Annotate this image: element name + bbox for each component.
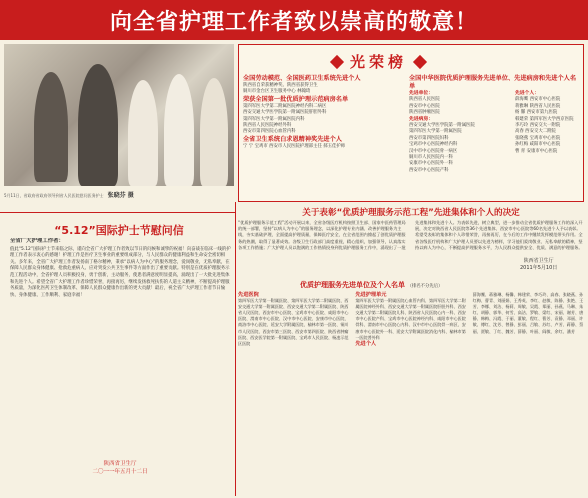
honor-line: 安康市中心医院外一科 xyxy=(409,161,453,167)
list-section-text: 薛海鹰、蒋雅琳、杨馨、韩建荣、李巧玲、高春、张晓燕、孙红梅、曹青、刘丽娟、王秀英、李红、赵敏、陈静、张艳、王芳、李娜、刘洁、杨莉、周敏、吴霞、郑丽、孙燕、马琳、朱红、胡静、郭华、何雪、高洁、罗敏、梁红、宋丽、谢芳、唐静、韩梅、冯霞、于丽、董敏、程红、曹芳、袁静、邓丽、许敏、傅红、沈芳、曾静、彭丽、吕敏、苏红、卢芳、蒋静、蔡丽、贾敏、丁红、魏芳、薛静、叶丽、阎敏、余红、潘芳 xyxy=(472,292,584,334)
letter-date: 二〇一一年五月十二日 xyxy=(92,469,148,475)
honor-line: 曹 青 安康市中心医院 xyxy=(515,148,558,154)
honor-line: 第四军医大学第一附属医院 xyxy=(409,129,462,135)
news-photo xyxy=(4,44,234,186)
photo-figure xyxy=(78,64,118,186)
list-title xyxy=(300,280,443,290)
honor-line: 西安市第四医院心血管内科 xyxy=(243,129,296,135)
honor-line: 陕西省人民医院神经外科 xyxy=(243,123,292,129)
list-title-text: 优质护理服务先进单位及个人名单 xyxy=(300,281,405,289)
photo-figure xyxy=(200,78,228,186)
photo-figure xyxy=(164,74,194,186)
honor-line: 孙红梅 咸阳市中心医院 xyxy=(515,142,561,148)
divider xyxy=(0,212,235,213)
list-note: （排名不分先后） xyxy=(407,284,443,289)
honor-left-column xyxy=(243,75,403,150)
decision-body: “优质护理服务示范工程”活动开展以来，全省各级医疗机构按照卫生部、国家中医药管理局的统一部署，坚持“以病人为中心”的服务理念，以深化护理专业内涵、改善护理服务为主线，夯实基础护理，全面提高护理质量，保障医疗安全，在全省范围内掀起了创优质护理服务的热潮，取得了显著成效。各级卫生行政部门高度重视，精心组织，加强领导，认真落实各项工作措施；广大护理人员以饱满的工作热情投身到优质护理服务工作中，涌现出了一批先进集体和先进个人。为表彰先进，树立典型，进一步推动全省优质护理服务工作的深入开展，决定对陕西省人民医院等36个先进集体、西安市中心医院等60名先进个人予以表彰。希望受表彰的集体和个人珍惜荣誉，再接再厉，在今后的工作中继续发挥模范带头作用。全省各级医疗机构和广大护理人员要以先进为榜样，学习他们爱岗敬业、无私奉献的精神，坚持以病人为中心，不断提高护理服务水平，为人民群众提供安全、优质、满意的护理服务。 xyxy=(238,220,583,250)
honor-line: 宝鸡市中心医院神经内科 xyxy=(409,142,458,148)
list-section-label: 先进个人 xyxy=(355,340,377,347)
letter-signature xyxy=(80,460,160,476)
honor-line: 铜川市人民医院内一科 xyxy=(409,155,453,161)
honor-line: 宁 宁 宝鸡市 西安市人民医院护理部主任 郝玉佳护师 xyxy=(243,143,346,149)
honor-line: 杨 馨 西安市第九医院 xyxy=(515,110,558,116)
awardee-lists xyxy=(238,292,584,494)
honor-line: 陕西省人民医院 xyxy=(409,97,440,103)
list-section-text: 第四军医大学第一附属医院、第四军医大学第二附属医院、西安交通大学第一附属医院、西安交通大学第二附属医院、陕西省人民医院、西安市中心医院、宝鸡市中心医院、咸阳市中心医院、渭南市中心医院、汉中市中心医院、安康市中心医院、商洛市中心医院、延安大学附属医院、榆林市第一医院、铜川市人民医院、西安市第三医院、西安市第四医院、陕西省肿瘤医院、西安医学院第一附属医院、宝鸡市人民医院、杨凌示范区医院 xyxy=(238,298,349,346)
letter-salutation: 全省广大护理工作者： xyxy=(10,238,64,244)
honor-line: 薛海鹰 西安市中心医院 xyxy=(515,97,561,103)
letter-body xyxy=(10,238,232,448)
honor-line: 第四军医大学第一附属医院内科 xyxy=(243,116,305,122)
honor-line: 西安市中心医院 xyxy=(409,103,440,109)
honor-subheading: 先进单位： xyxy=(409,91,433,96)
honor-subheading: 先进个人： xyxy=(515,91,539,96)
photo-credit: 张晓芬 摄 xyxy=(107,192,134,199)
honor-line: 铜川市金台区卫生服务中心 林翰琦 xyxy=(243,89,311,95)
honor-line: 高春 西安交大二附院 xyxy=(515,129,556,135)
honor-line: 汉中市中心医院骨一病区 xyxy=(409,148,458,154)
honor-line: 蒋雅琳 陕西省人民医院 xyxy=(515,103,561,109)
honor-heading: 荣获全国第一批优质护理示范病房名单 xyxy=(243,95,349,103)
honor-line: 陕西省自荣获精神奖、陕西省获得卫生 xyxy=(243,83,318,88)
honor-line: 西安市第四医院妇科 xyxy=(409,135,449,141)
decision-date: 2011年5月10日 xyxy=(520,265,558,271)
list-section-label: 先进医院 xyxy=(238,292,259,298)
honor-line: 韩建荣 第四军医大学西京医院 xyxy=(515,116,574,122)
honor-line: 西安交通大学医学院第一附属医院 xyxy=(409,123,475,129)
headline-banner xyxy=(0,0,588,40)
honor-line: 西安市中心医院产科 xyxy=(409,167,449,173)
honor-heading: 全国中华医院优质护理服务先进单位、先进病房和先进个人名单 xyxy=(409,75,577,90)
photo-figure xyxy=(34,72,68,182)
honor-heading: 全省卫生系统白求恩精神奖先进个人 xyxy=(243,135,342,143)
honor-roll-box xyxy=(238,44,584,202)
headline-title: 向全省护理工作者致以崇高的敬意！ xyxy=(109,9,478,35)
decision-signer: 陕西省卫生厅 xyxy=(523,258,554,264)
divider xyxy=(235,202,236,496)
honor-heading: 全国劳动模范、全国医药卫生系统先进个人 xyxy=(243,75,361,82)
letter-signer: 陕西省卫生厅 xyxy=(103,461,137,467)
photo-caption xyxy=(4,190,234,199)
honor-line: 张晓燕 宝鸡市中心医院 xyxy=(515,135,561,141)
honor-subheading: 先进病房： xyxy=(409,116,433,122)
honor-line: 第四军医大学第二附属医院神经内科二病区 xyxy=(243,103,327,109)
honor-line: 陕西省肿瘤医院 xyxy=(409,110,440,116)
list-section-text: 第四军医大学第一附属医院心血管内科、第四军医大学第二附属医院神经外科、西安交通大学第一附属医院肝胆外科、西安交通大学第二附属医院儿科、陕西省人民医院心内一科、西安市中心医院产科、宝鸡市中心医院神经内科、咸阳市中心医院骨科、渭南市中心医院心内科、汉中市中心医院骨一病区、安康市中心医院外一科、延安大学附属医院消化内科、榆林市第一医院普外科 xyxy=(355,298,466,340)
honor-roll-title: 光荣榜 xyxy=(324,51,433,72)
letter-text: 值此“5.12”国际护士节来临之际，谨向全省广大护理工作者致以节日的问候和诚挚的祝福！向奋战在临床一线的护理工作者表示衷心的感谢！护理工作是医疗卫生事业的重要组成部分，与人民群众的健康利益和生命安全密切相关。多年来，全省广大护理工作者发扬南丁格尔精神，秉承“以病人为中心”的服务理念，爱岗敬业，无私奉献，在保障人民群众身体健康、抢救危重病人、应对突发公共卫生事件等方面作出了重要贡献。特别是在优质护理服务示范工程活动中，全省护理人员积极投身，勇于创新，主动服务，使患者满意度明显提高，涌现出了一大批先进集体和先进个人。希望全省广大护理工作者珍惜荣誉，再接再厉，继续发扬救死扶伤的人道主义精神，不断提高护理服务质量，为深化医药卫生体制改革、保障人民群众健康作出新的更大贡献！最后，祝全省广大护理工作者节日愉快、身体健康、工作顺利、家庭幸福！ xyxy=(10,246,231,298)
caption-text: 5月11日，省政府省政府领导到省人民医院慰问医务护士 xyxy=(4,193,104,198)
honor-right-column xyxy=(409,75,581,174)
honor-line: 西安交通大学医学院第一附属医院肝胆外科 xyxy=(243,110,327,116)
photo-figure xyxy=(128,80,158,186)
honor-line: 李巧玲 西安交大一附院 xyxy=(515,123,561,129)
list-section-label: 先进护理单元 xyxy=(355,292,387,298)
letter-title: “5.12”国际护士节慰问信 xyxy=(54,224,184,237)
decision-title: 关于表彰“优质护理服务示范工程”先进集体和个人的决定 xyxy=(302,208,520,218)
decision-signature xyxy=(520,258,557,272)
